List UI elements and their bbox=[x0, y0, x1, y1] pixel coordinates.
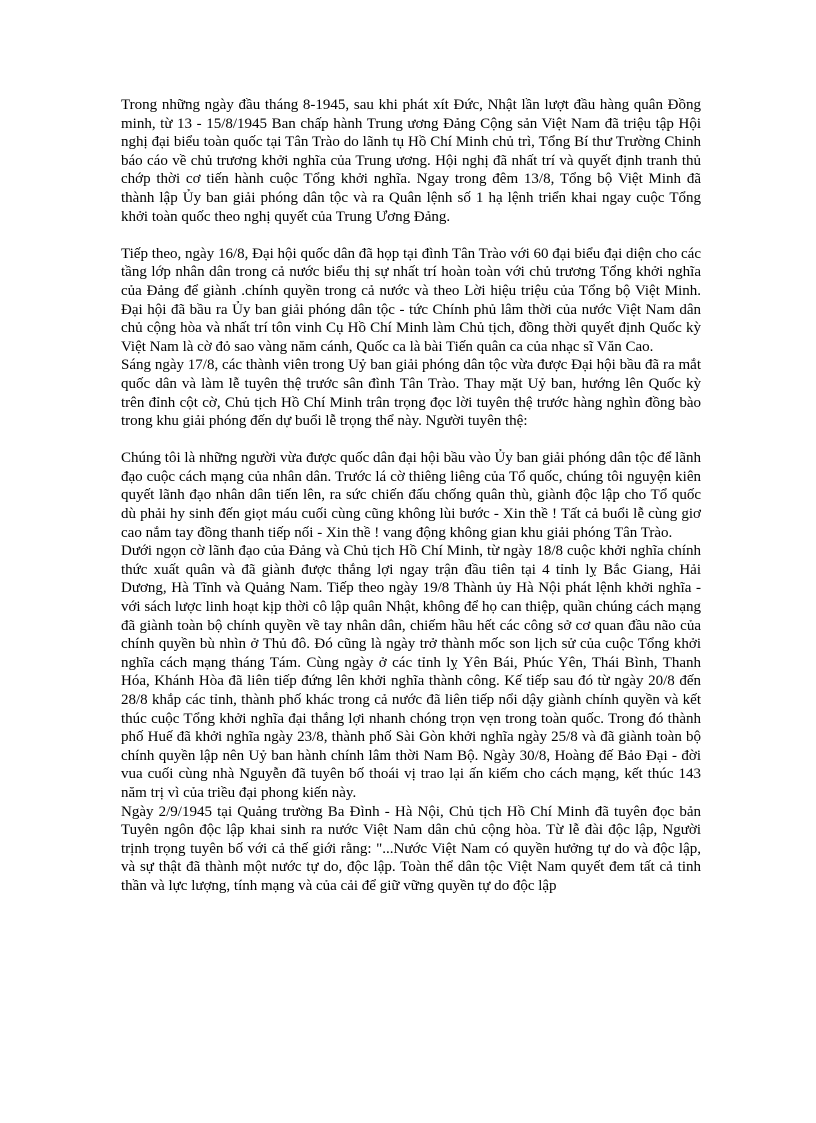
paragraph-oath-text: Chúng tôi là những người vừa được quốc dân đại hội bầu vào Ủy ban giải phóng dân tộc để lãnh đạo cuộc cách mạng của nhân dân. Trước lá cờ thiêng liêng của Tổ quốc, chúng tôi nguyện kiên quyết lãnh đạo nhân dân tiến lên, ra sức chiến đấu chống quân thù, giành độc lập cho Tổ quốc dù phải hy sinh đến giọt máu cuối cùng cũng không lùi bước - Xin thề ! Tất cả buổi lễ cùng giơ cao nắm tay đồng thanh tiếp nối - Xin thề ! vang động không gian khu giải phóng Tân Trào. bbox=[121, 450, 701, 541]
paragraph-national-congress: Tiếp theo, ngày 16/8, Đại hội quốc dân đã họp tại đình Tân Trào với 60 đại biểu đại diện cho các tầng lớp nhân dân trong cả nước biểu thị sự nhất trí hoàn toàn với chủ trương Tổng khởi nghĩa của Đảng để giành .chính quyền trong cả nước và theo Lời hiệu triệu của Tổng bộ Việt Minh. Đại hội đã bầu ra Ủy ban giải phóng dân tộc - tức Chính phủ lâm thời của nước Việt Nam dân chủ cộng hòa và nhất trí tôn vinh Cụ Hồ Chí Minh làm Chủ tịch, đồng thời quyết định Quốc kỳ Việt Nam là cờ đỏ sao vàng năm cánh, Quốc ca là bài Tiến quân ca của nhạc sĩ Văn Cao. bbox=[121, 245, 701, 355]
paragraph-august-revolution-intro: Trong những ngày đầu tháng 8-1945, sau khi phát xít Đức, Nhật lần lượt đầu hàng quân Đồng minh, từ 13 - 15/8/1945 Ban chấp hành Trung ương Đảng Cộng sản Việt Nam đã triệu tập Hội nghị đại biểu toàn quốc tại Tân Trào do lãnh tụ Hồ Chí Minh chủ trì, Tổng Bí thư Trường Chinh báo cáo về chủ trương khởi nghĩa của Trung ương. Hội nghị đã nhất trí và quyết định tranh thủ chớp thời cơ tiến hành cuộc Tổng khởi nghĩa. Ngay trong đêm 13/8, Tổng bộ Việt Minh đã thành lập Ủy ban giải phóng dân tộc và ra Quân lệnh số 1 hạ lệnh triển khai ngay cuộc Tổng khởi toàn quốc theo nghị quyết của Trung Ương Đảng. bbox=[121, 97, 701, 225]
document-body bbox=[121, 96, 701, 896]
paragraph-oath-ceremony: Sáng ngày 17/8, các thành viên trong Uỷ ban giải phóng dân tộc vừa được Đại hội bầu đã ra mắt quốc dân và làm lễ tuyên thệ trước sân đình Tân Trào. Thay mặt Uỷ ban, hướng lên Quốc kỳ trên đỉnh cột cờ, Chủ tịch Hồ Chí Minh trân trọng đọc lời tuyên thệ trước hàng nghìn đồng bào trong khu giải phóng đến dự buổi lễ trọng thể này. Người tuyên thệ: bbox=[121, 357, 701, 430]
paragraph-uprising-progress: Dưới ngọn cờ lãnh đạo của Đảng và Chủ tịch Hồ Chí Minh, từ ngày 18/8 cuộc khởi nghĩa chính thức xuất quân và đã giành được thắng lợi ngay trận đầu tiên tại 4 tỉnh lỵ Bắc Giang, Hải Dương, Hà Tĩnh và Quảng Nam. Tiếp theo ngày 19/8 Thành ủy Hà Nội phát lệnh khởi nghĩa - với sách lược linh hoạt kịp thời cô lập quân Nhật, không để họ can thiệp, quần chúng cách mạng đã giành toàn bộ chính quyền về tay nhân dân, chiếm hầu hết các công sở cơ quan đầu não của chính quyền bù nhìn ở Thủ đô. Đó cũng là ngày trở thành mốc son lịch sử của cuộc Tổng khởi nghĩa cách mạng tháng Tám. Cùng ngày ở các tỉnh lỵ Yên Bái, Phúc Yên, Thái Bình, Thanh Hóa, Khánh Hòa đã liên tiếp đứng lên khởi nghĩa thành công. Kế tiếp sau đó từ ngày 20/8 đến 28/8 khắp các tỉnh, thành phố khác trong cả nước đã liên tiếp nổi dậy giành chính quyền và kết thúc cuộc Tổng khởi nghĩa đại thắng lợi nhanh chóng trọn vẹn trong toàn quốc. Trong đó thành phố Huế đã khởi nghĩa ngày 23/8, thành phố Sài Gòn khởi nghĩa ngày 25/8 và đã giành toàn bộ chính quyền lập nên Uỷ ban hành chính lâm thời Nam Bộ. Ngày 30/8, Hoàng đế Bảo Đại - đời vua cuối cùng nhà Nguyễn đã tuyên bố thoái vị trao lại ấn kiếm cho cách mạng, kết thúc 143 năm trị vì của triều đại phong kiến này. bbox=[121, 543, 701, 801]
paragraph-independence-declaration: Ngày 2/9/1945 tại Quảng trường Ba Đình - Hà Nội, Chủ tịch Hồ Chí Minh đã tuyên đọc bản Tuyên ngôn độc lập khai sinh ra nước Việt Nam dân chủ cộng hòa. Từ lễ đài độc lập, Người trịnh trọng tuyên bố với cả thế giới rằng: "...Nước Việt Nam có quyền hưởng tự do và độc lập, và sự thật đã thành một nước tự do, độc lập. Toàn thể dân tộc Việt Nam quyết đem tất cả tinh thần và lực lượng, tính mạng và của cải để giữ vững quyền tự do độc lập bbox=[121, 803, 701, 894]
paragraph-gap bbox=[121, 226, 701, 245]
paragraph-gap bbox=[121, 431, 701, 450]
